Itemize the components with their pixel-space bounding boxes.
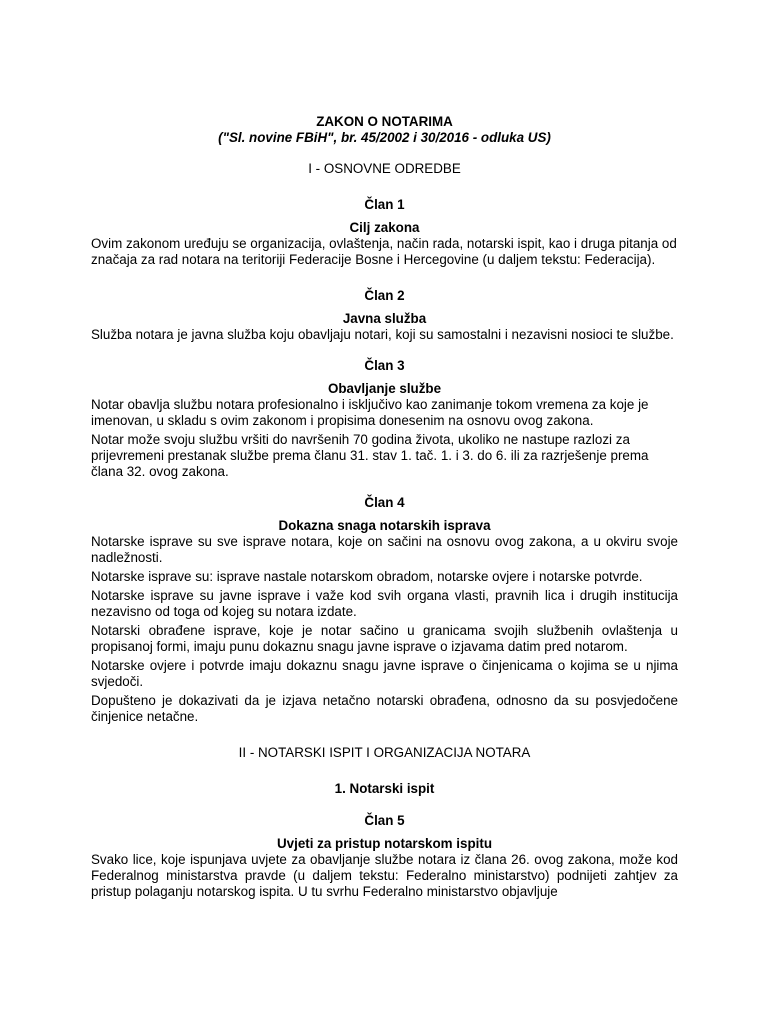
- clan3-number: Član 3: [364, 358, 405, 373]
- clan4-paragraph: Notarske isprave su javne isprave i važe kod svih organa vlasti, pravnih lica i drugih institucija nezavisno od toga od kojeg su notara izdate.: [91, 588, 678, 619]
- clan1-title: Cilj zakona: [349, 220, 420, 235]
- clan3-paragraph: Notar obavlja službu notara profesionalno i isključivo kao zanimanje tokom vremena za koje je imenovan, u skladu s ovim zakonom i propisima donesenim na osnovu ovog zakona.: [91, 397, 649, 428]
- clan4-title: Dokazna snaga notarskih isprava: [278, 518, 491, 533]
- part2-subheading: 1. Notarski ispit: [334, 781, 435, 796]
- clan3-title: Obavljanje službe: [327, 381, 442, 396]
- clan4-paragraph: Notarske isprave su: isprave nastale notarskom obradom, notarske ovjere i notarske potvrde.: [91, 569, 643, 584]
- clan5-number: Član 5: [364, 813, 405, 828]
- clan4-paragraph: Notarske isprave su sve isprave notara, koje on sačini na osnovu ovog zakona, a u okviru svoje nadležnosti.: [91, 534, 678, 565]
- clan2-title: Javna služba: [342, 311, 427, 326]
- document-title: ZAKON O NOTARIMA: [316, 114, 453, 129]
- clan4-number: Član 4: [364, 495, 405, 510]
- clan4-paragraph: Notarski obrađene isprave, koje je notar sačino u granicama svojih službenih ovlaštenja u propisanoj formi, imaju punu dokaznu snagu javne isprave o izjavama datim pred notarom.: [91, 623, 678, 654]
- clan1-paragraph: Ovim zakonom uređuju se organizacija, ovlaštenja, način rada, notarski ispit, kao i druga pitanja od značaja za rad notara na teritoriji Federacije Bosne i Hercegovine (u daljem tekstu: Federacija).: [91, 236, 677, 267]
- clan2-number: Član 2: [364, 288, 405, 303]
- part2-heading: II - NOTARSKI ISPIT I ORGANIZACIJA NOTARA: [238, 745, 531, 760]
- clan2-paragraph: Služba notara je javna služba koju obavljaju notari, koji su samostalni i nezavisni nosioci te službe.: [91, 327, 674, 342]
- clan3-paragraph: Notar može svoju službu vršiti do navršenih 70 godina života, ukoliko ne nastupe razlozi za prijevremeni prestanak službe prema članu 31. stav 1. tač. 1. i 3. do 6. ili za razrješenje prema člana 32. ovog zakona.: [91, 432, 649, 479]
- clan1-number: Član 1: [364, 197, 405, 212]
- clan5-paragraph: Svako lice, koje ispunjava uvjete za obavljanje službe notara iz člana 26. ovog zakona, može kod Federalnog ministarstva pravde (u daljem tekstu: Federalno ministarstvo) podnijeti zahtjev za pristup polaganju notarskog ispita. U tu svrhu Federalno ministarstvo objavljuje: [91, 852, 678, 899]
- clan5-title: Uvjeti za pristup notarskom ispitu: [276, 836, 493, 851]
- document-page: [91, 114, 678, 903]
- clan4-paragraph: Dopušteno je dokazivati da je izjava netačno notarski obrađena, odnosno da su posvjedočene činjenice netačne.: [91, 693, 678, 724]
- part1-heading: I - OSNOVNE ODREDBE: [308, 161, 461, 176]
- document-subtitle: ("Sl. novine FBiH", br. 45/2002 i 30/2016 - odluka US): [218, 130, 551, 145]
- clan4-paragraph: Notarske ovjere i potvrde imaju dokaznu snagu javne isprave o činjenicama o kojima se u njima svjedoči.: [91, 658, 678, 689]
